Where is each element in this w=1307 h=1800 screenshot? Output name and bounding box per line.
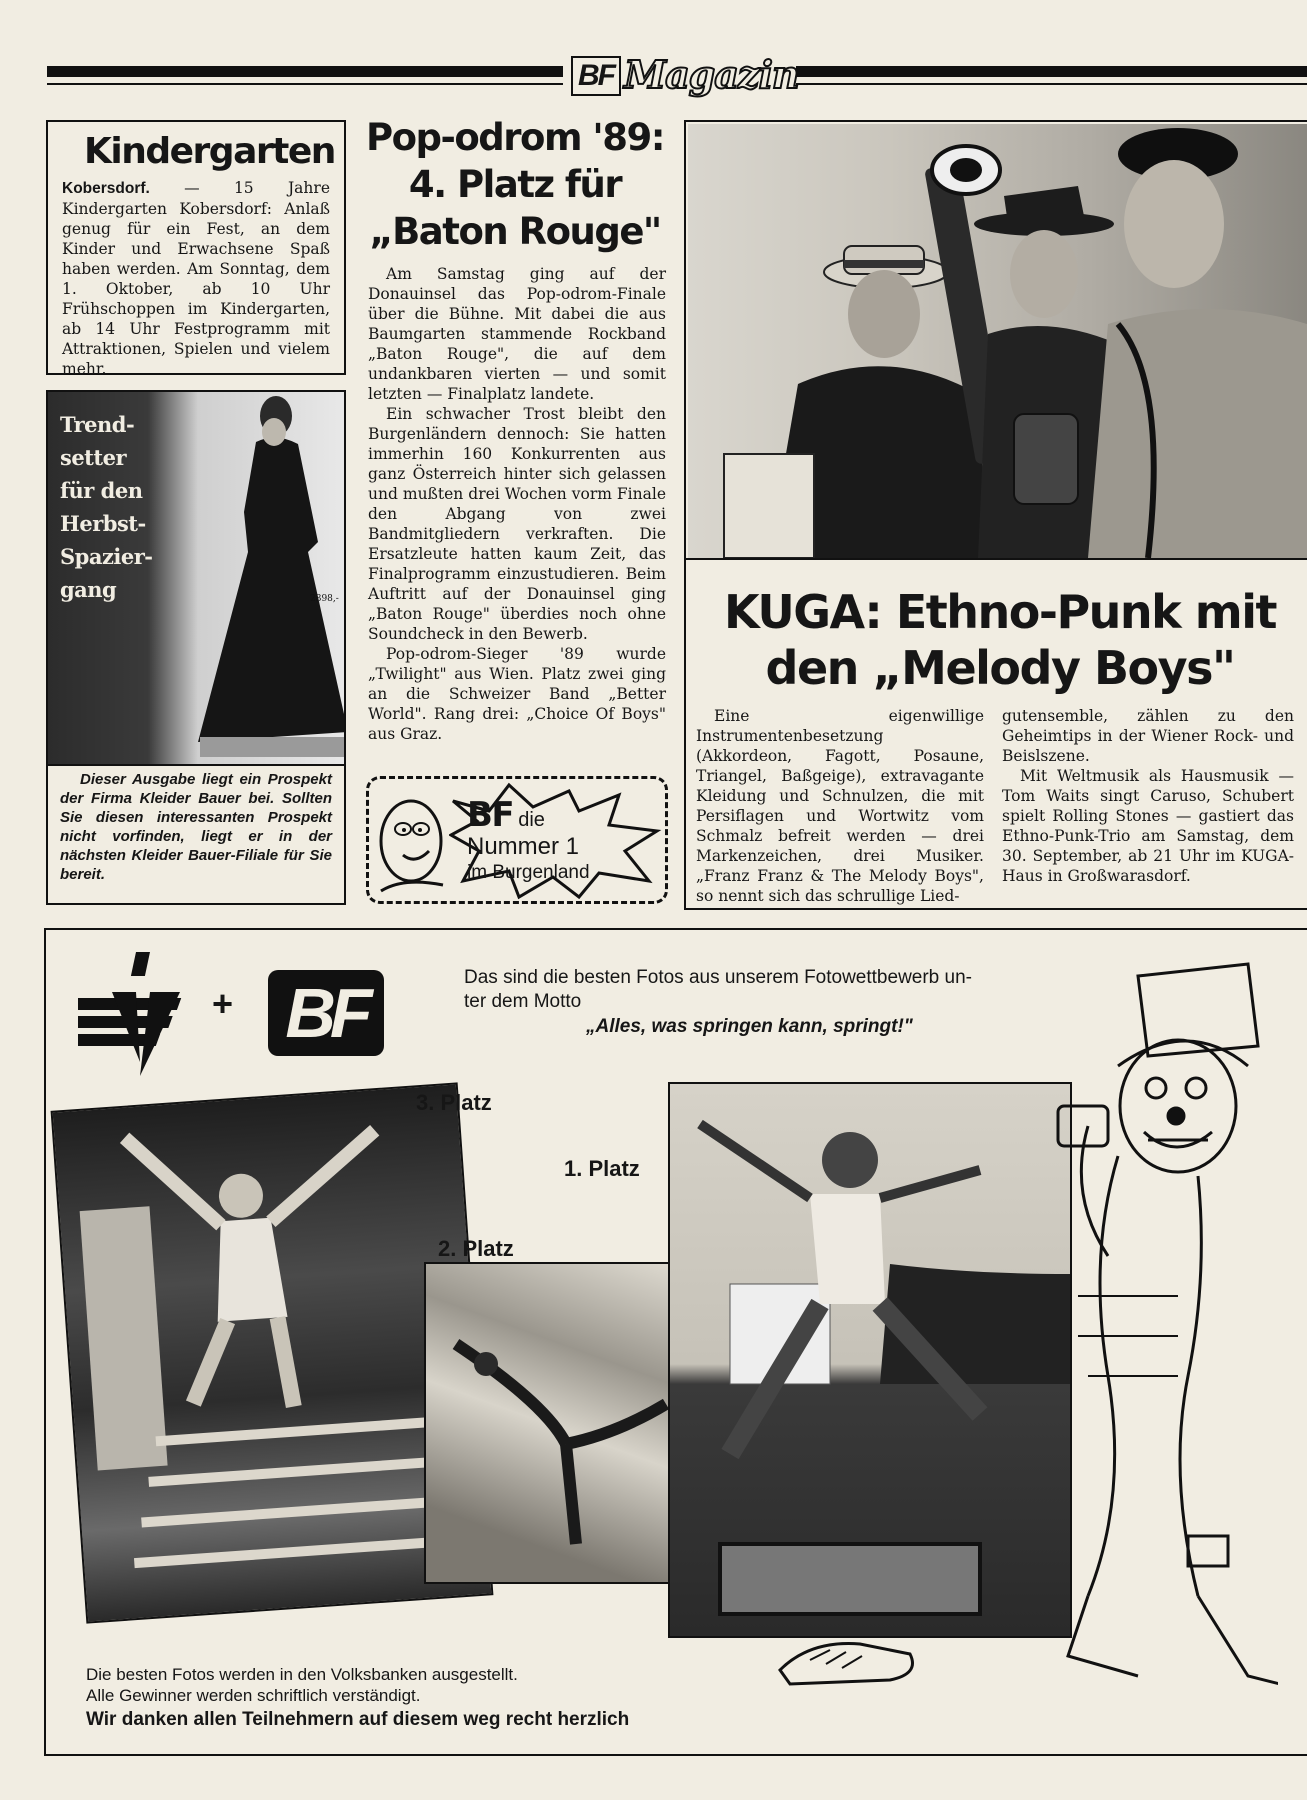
- fashion-caption: Dieser Ausgabe liegt ein Prospekt der Firma Kleider Bauer bei. Sollten Sie diesen interessanten Prospekt nicht vorfinden, liegt er in der nächsten Kleider Bauer-Filiale für Sie bereit.: [60, 771, 332, 883]
- header-logo-text: BF: [578, 59, 614, 92]
- fashion-line: Trend-: [60, 412, 135, 437]
- kuga-column-2a: gutensemble, zählen zu den Geheimtips in der Wiener Rock- und Beislszene.: [1002, 707, 1294, 765]
- sneaker-outline-icon: [770, 1630, 920, 1690]
- popodrom-headline-2: 4. Platz für: [408, 163, 622, 206]
- band-illustration: [688, 124, 1307, 558]
- header-rule-left: [47, 66, 563, 77]
- kuga-divider: [684, 558, 1307, 560]
- kindergarten-heading: [62, 131, 335, 172]
- contest-bf-logo-text: BF: [285, 974, 367, 1052]
- kuga-headline-1: KUGA: Ethno-Punk mit: [724, 585, 1276, 639]
- band-photo: [688, 124, 1307, 558]
- kindergarten-text: [62, 178, 330, 379]
- header-rule-right-thin: [796, 83, 1307, 85]
- kindergarten-dateline: Kobersdorf.: [62, 180, 150, 197]
- contest-intro-1: Das sind die besten Fotos aus unserem Fotowettbewerb un-: [464, 967, 972, 988]
- kindergarten-box: [46, 120, 346, 378]
- kindergarten-body: — 15 Jahre Kindergarten Kobersdorf: Anlaß genug für ein Fest, an dem Kinder und Erwachsene Spaß haben werden. Am Sonntag, dem 1. Oktober, ab 10 Uhr Frühschoppen im Kindergarten, ab 14 Uhr Festprogramm mit Attraktionen, Spielen und vielem mehr.: [62, 179, 330, 378]
- kuga-column-1: Eine eigenwillige Instrumentenbesetzung (Akkordeon, Fagott, Posaune, Triangel, Baßgeige), extravagante Kleidung und Schnulzen, die mit Persiflagen und Wortwitz vom Schmalz befreit werden — drei Markenzeichen, drei Musiker. „Franz Franz & The Melody Boys", so nennt sich das schrullige Lied-: [696, 707, 984, 905]
- promo-text: [467, 797, 637, 885]
- promo-die: die: [518, 809, 545, 831]
- promo-box: [366, 776, 668, 904]
- kuga-column-2b: Mit Weltmusik als Hausmusik — Tom Waits singt Caruso, Schubert spielt Rolling Stones — gastiert das Ethno-Punk-Trio am Samstag, dem 30. September, ab 21 Uhr im KUGA-Haus in Großwarasdorf.: [1002, 767, 1294, 885]
- promo-line-2: im Burgenland: [467, 862, 590, 883]
- contest-footer-3: Wir danken allen Teilnehmern auf diesem weg recht herzlich: [86, 1709, 630, 1730]
- popodrom-headline-1: Pop-odrom '89:: [366, 116, 664, 159]
- clown-mascot-illustration: [1048, 956, 1278, 1736]
- fashion-line: setter: [60, 445, 127, 470]
- contest-bf-logo: [268, 970, 384, 1056]
- kuga-headline: [700, 584, 1300, 696]
- place-1-label: 1. Platz: [564, 1156, 640, 1181]
- header-section-title: Magazin: [624, 52, 799, 97]
- fashion-line: Herbst-: [60, 511, 146, 536]
- contest-footer-1: Die besten Fotos werden in den Volksbanken ausgestellt.: [86, 1665, 518, 1684]
- fashion-line: gang: [60, 577, 117, 602]
- popodrom-para-2: Ein schwacher Trost bleibt den Burgenländern dennoch: Sie hatten immerhin 160 Konkurrenten aus ganz Österreich hinter sich gelassen und mußten drei Wochen vorm Finale den Abgang von zwei Bandmitgliedern verkraften. Die Ersatzleute hatten kaum Zeit, das Finalprogramm einzustudieren. Beim Auftritt auf der Donauinsel ging „Baton Rouge" überdies noch ohne Soundcheck in den Bewerb.: [368, 405, 666, 643]
- contest-plus: +: [212, 983, 234, 1024]
- fashion-headline: [60, 408, 160, 606]
- contest-motto: „Alles, was springen kann, springt!": [586, 1016, 913, 1037]
- contest-footer: [86, 1664, 786, 1734]
- promo-logo: BF: [467, 795, 514, 835]
- jumper-first-illustration: [670, 1084, 1070, 1636]
- popodrom-para-3: Pop-odrom-Sieger '89 wurde „Twilight" aus Wien. Platz zwei ging an die Schweizer Band „Better World". Rang drei: „Choice Of Boys" aus Graz.: [368, 645, 666, 743]
- kuga-headline-2: den „Melody Boys": [765, 641, 1235, 695]
- popodrom-headline: [362, 114, 668, 255]
- contest-footer-2: Alle Gewinner werden schriftlich verständigt.: [86, 1686, 421, 1705]
- jumper-second-illustration: [426, 1264, 692, 1582]
- kindergarten-title: Kindergarten: [84, 131, 335, 172]
- fashion-price: 2398,-: [310, 594, 339, 604]
- volksbank-logo-icon: [78, 952, 198, 1082]
- photo-first-place: [668, 1082, 1072, 1638]
- popodrom-headline-3: „Baton Rouge": [369, 210, 661, 253]
- place-2-label: 2. Platz: [438, 1236, 514, 1261]
- kuga-column-2: [1002, 706, 1294, 886]
- fashion-line: Spazier-: [60, 544, 153, 569]
- header-logo: [571, 56, 621, 96]
- contest-intro: [464, 966, 1084, 1014]
- fashion-line: für den: [60, 478, 143, 503]
- popodrom-para-1: Am Samstag ging auf der Donauinsel das Pop-odrom-Finale über die Bühne. Mit dabei die aus Baumgarten stammende Rockband „Baton Rouge", die auf dem undankbaren vierten — und somit letzten — Finalplatz landete.: [368, 265, 666, 403]
- place-3-label: 3. Platz: [416, 1090, 492, 1115]
- contest-intro-2: ter dem Motto: [464, 991, 582, 1012]
- header-rule-left-thin: [47, 83, 563, 85]
- popodrom-body: [368, 264, 666, 744]
- header-rule-right: [796, 66, 1307, 77]
- fashion-ad-box: [46, 390, 346, 905]
- photo-second-place: [424, 1262, 694, 1584]
- fashion-divider: [48, 764, 344, 766]
- promo-line-1: Nummer 1: [467, 833, 580, 860]
- cartoon-face-icon: [373, 781, 455, 899]
- fashion-photo: [48, 392, 344, 764]
